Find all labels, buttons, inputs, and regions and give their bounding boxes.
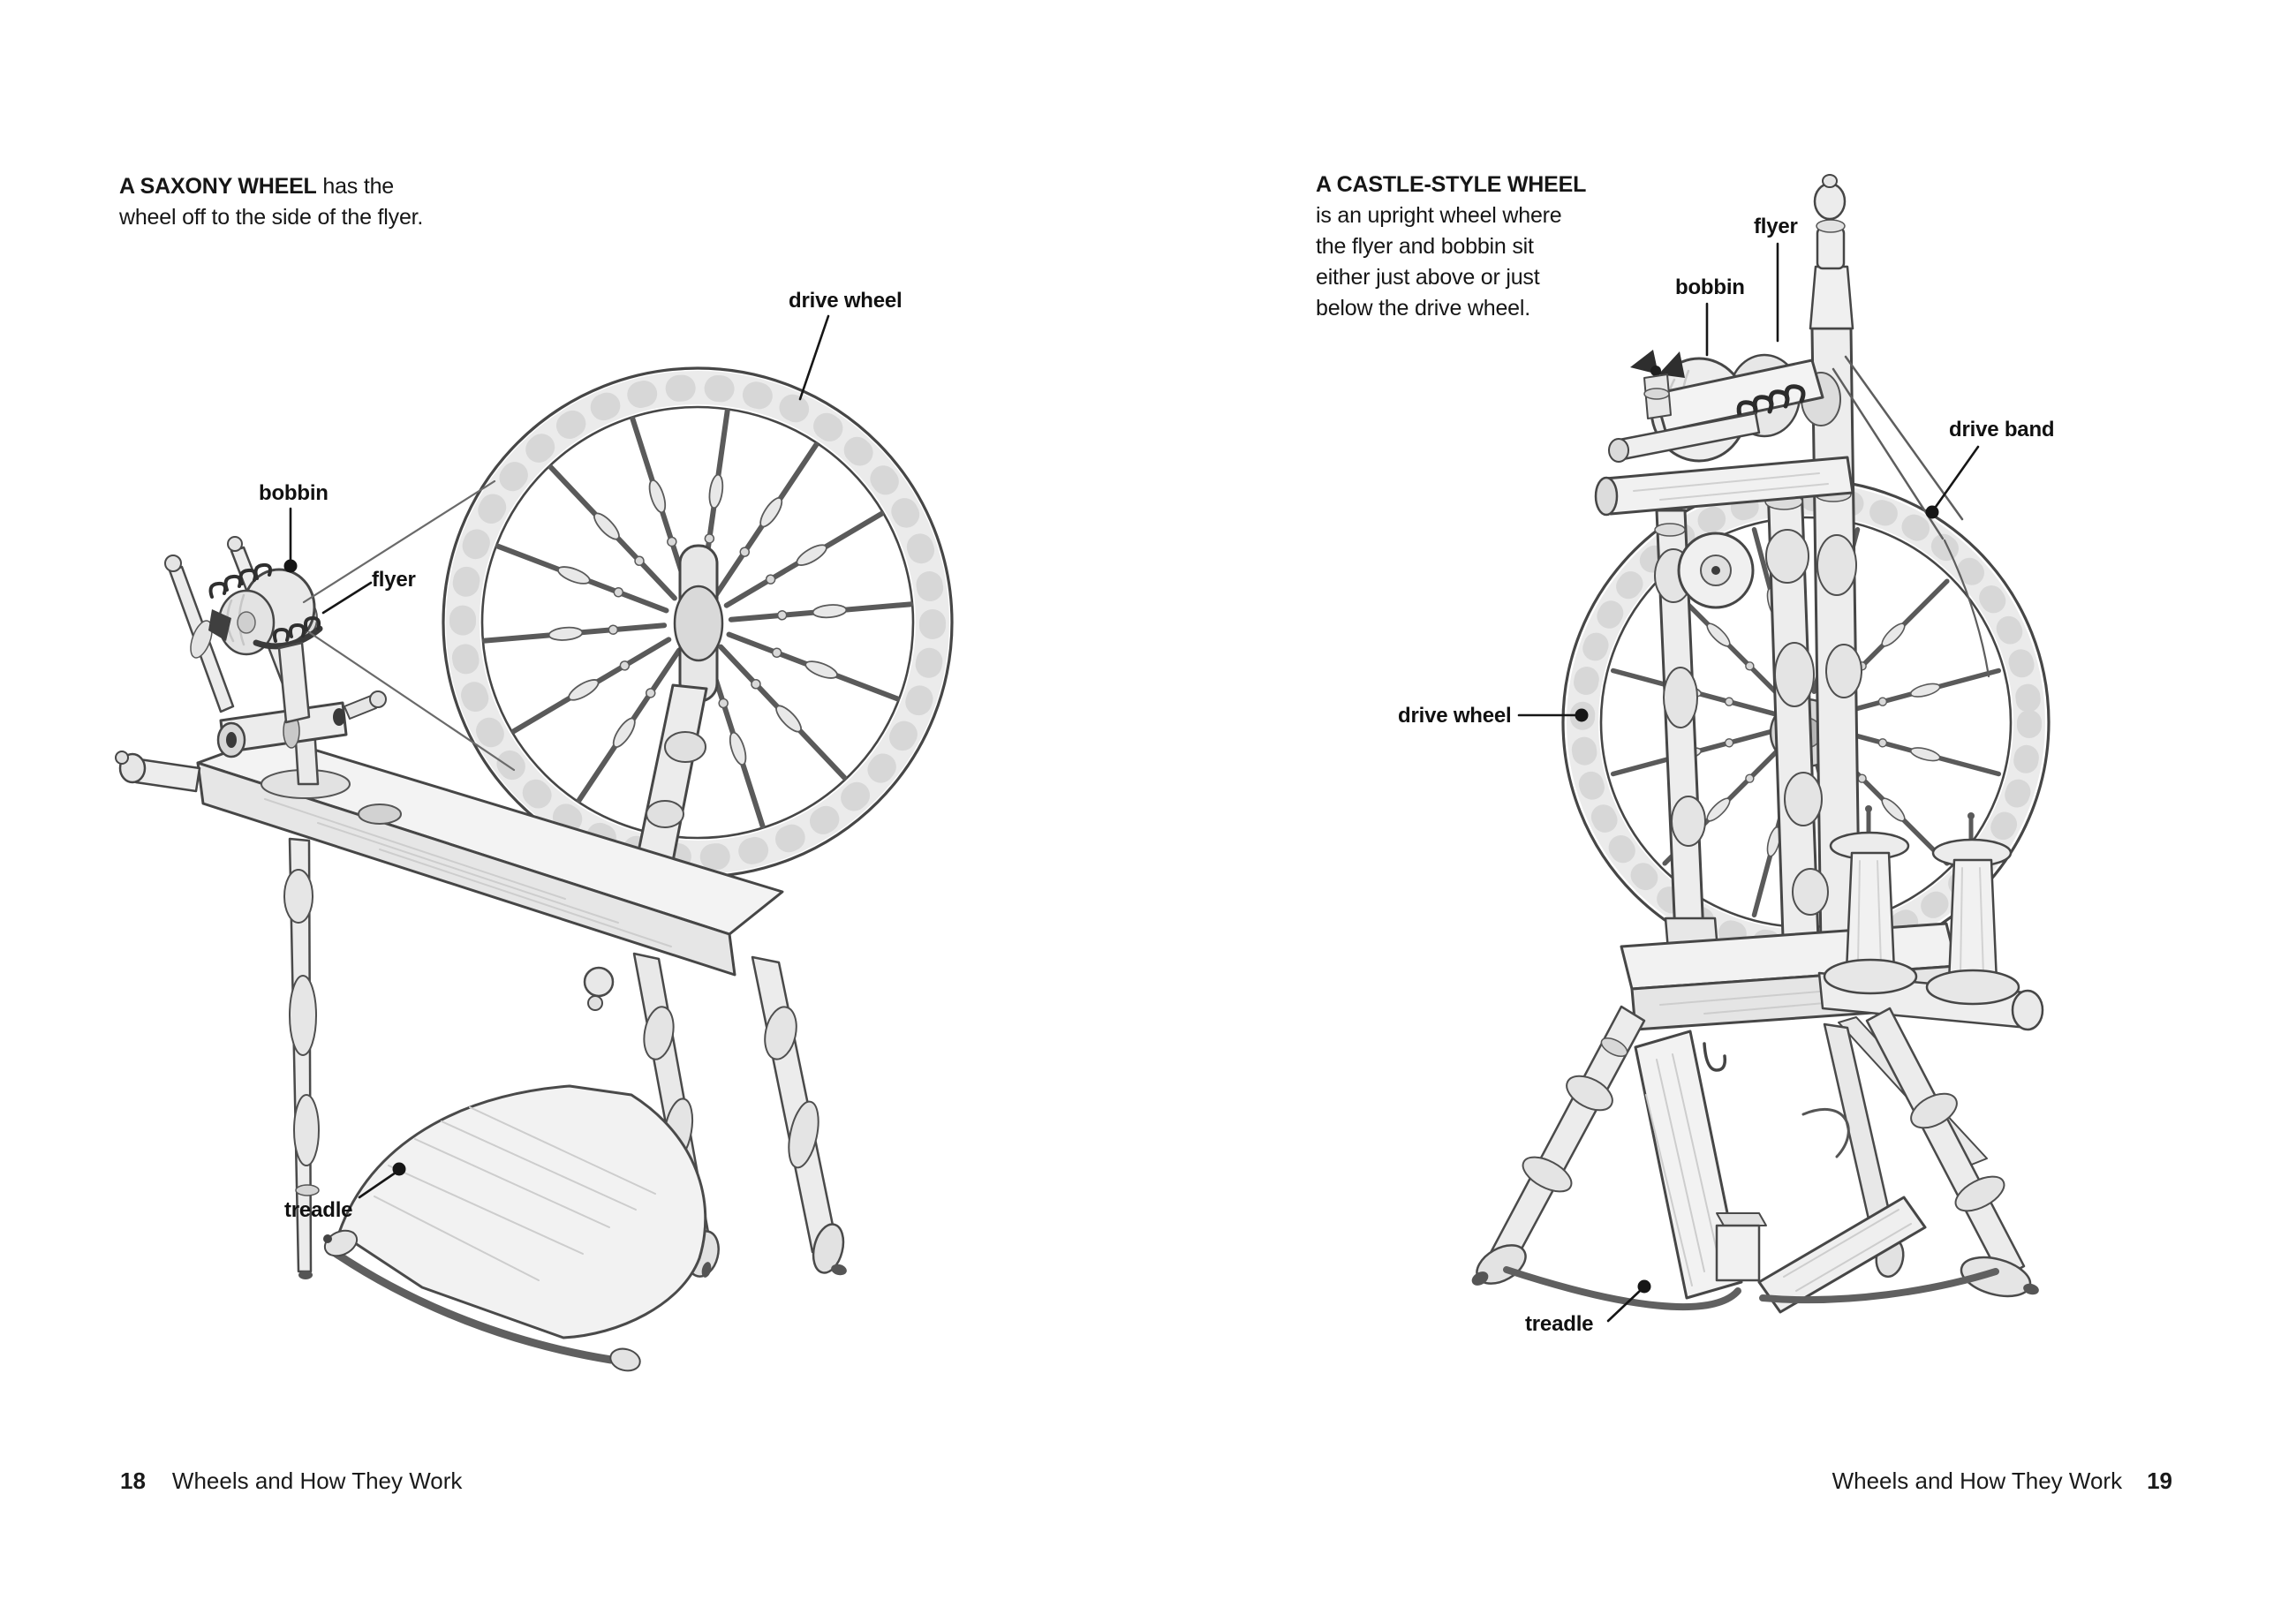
leader-dot-saxony-treadle xyxy=(393,1163,406,1176)
page-number-left: 18 xyxy=(120,1467,146,1494)
saxony-intro-text xyxy=(119,171,423,233)
leader-line-saxony-drive-wheel xyxy=(800,316,828,399)
label-saxony-treadle: treadle xyxy=(284,1198,353,1222)
footer-left xyxy=(120,1467,462,1495)
chapter-title-right: Wheels and How They Work xyxy=(1832,1467,2123,1494)
leader-dot-saxony-bobbin xyxy=(284,560,298,573)
label-castle-drive-wheel: drive wheel xyxy=(1398,704,1512,728)
label-castle-drive-band: drive band xyxy=(1949,418,2055,441)
label-saxony-bobbin: bobbin xyxy=(259,481,329,505)
label-castle-treadle: treadle xyxy=(1525,1312,1594,1336)
label-castle-flyer: flyer xyxy=(1754,215,1798,238)
saxony-intro-lead: A SAXONY WHEEL xyxy=(119,174,317,199)
page-number-right: 19 xyxy=(2147,1467,2172,1494)
saxony-intro-line2: wheel off to the side of the flyer. xyxy=(119,205,424,230)
castle-front-posts xyxy=(1655,484,1828,964)
castle-wheel-illustration xyxy=(1469,175,2049,1312)
leader-dot-castle-treadle xyxy=(1638,1280,1651,1294)
label-saxony-drive-wheel: drive wheel xyxy=(789,289,903,313)
castle-intro-line5: below the drive wheel. xyxy=(1316,296,1530,321)
label-castle-bobbin: bobbin xyxy=(1675,275,1745,299)
castle-intro-lead: A CASTLE-STYLE WHEEL xyxy=(1316,172,1587,197)
castle-flyer-bobbin xyxy=(1609,350,1840,462)
leader-line-saxony-flyer xyxy=(323,583,371,613)
saxony-wheel-illustration xyxy=(116,368,952,1374)
saxony-intro-line1-rest: has the xyxy=(316,174,394,199)
castle-intro-line3: the flyer and bobbin sit xyxy=(1316,234,1534,259)
leader-dot-castle-drive-band xyxy=(1926,506,1939,519)
chapter-title-left: Wheels and How They Work xyxy=(171,1467,463,1494)
saxony-treadle xyxy=(321,1086,705,1374)
castle-intro-line2: is an upright wheel where xyxy=(1316,203,1562,228)
castle-intro-line4: either just above or just xyxy=(1316,265,1540,290)
saxony-drive-wheel xyxy=(443,368,952,877)
castle-intro-text xyxy=(1316,170,1586,324)
footer-right xyxy=(1832,1467,2172,1495)
label-saxony-flyer: flyer xyxy=(372,568,416,592)
leader-line-castle-drive-band xyxy=(1936,447,1978,507)
leader-dot-castle-drive-wheel xyxy=(1575,709,1589,722)
